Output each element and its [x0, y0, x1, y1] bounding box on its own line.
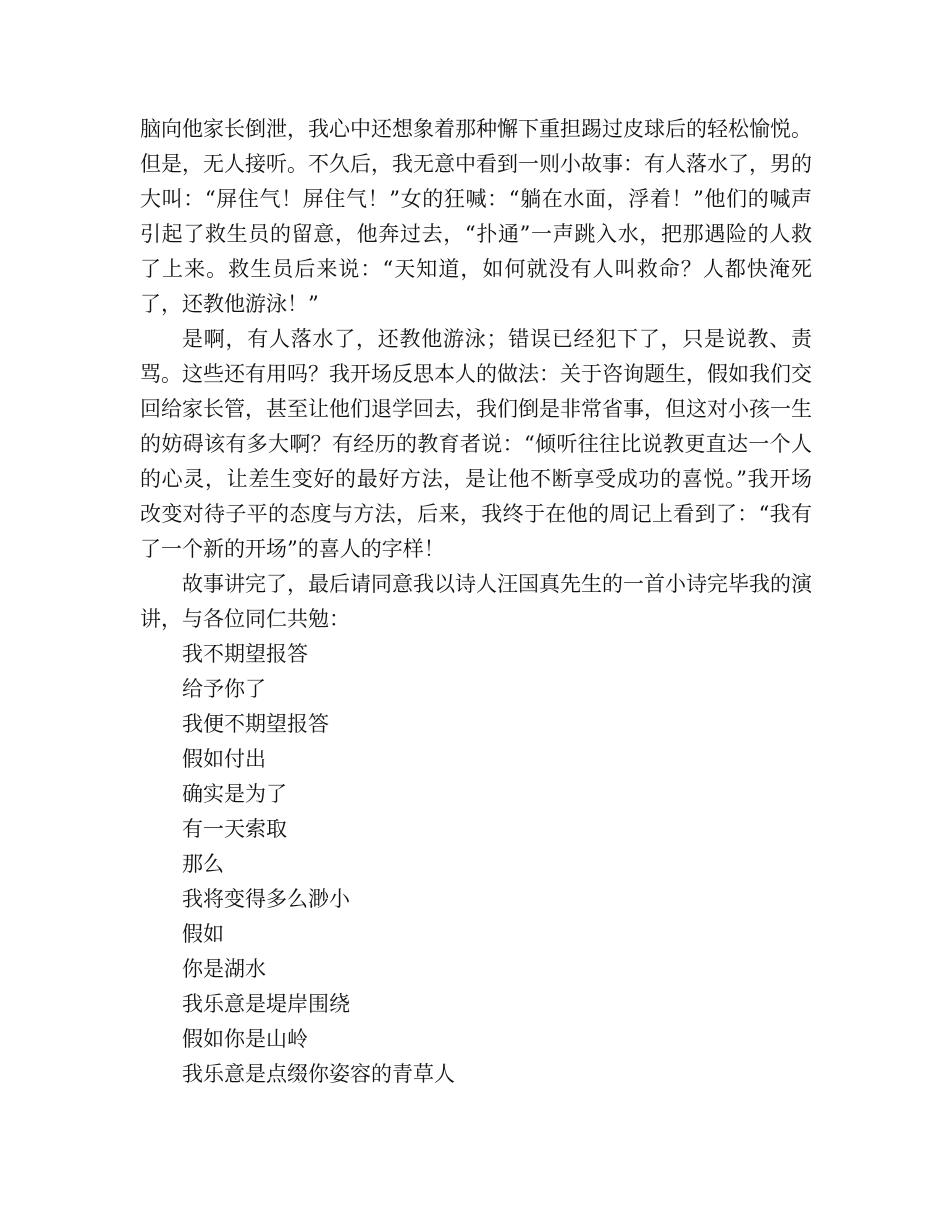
poem-line: 假如付出: [182, 747, 266, 771]
poem-line: 我不期望报答: [182, 642, 308, 666]
poem-line: 假如你是山岭: [182, 1027, 308, 1051]
paragraph-story: 脑向他家长倒泄，我心中还想象着那种懈下重担踢过皮球后的轻松愉悦。但是，无人接听。不久后，我无意中看到一则小故事：有人落水了，男的大叫：“屏住气！屏住气！”女的狂喊：“躺在水面，浮着！”他们的喊声引起了救生员的留意，他奔过去，“扑通”一声跳入水，把那遇险的人救了上来。救生员后来说：“天知道，如何就没有人叫救命？人都快淹死了，还教他游泳！”: [140, 117, 812, 316]
poem-line: 我乐意是堤岸围绕: [182, 992, 350, 1016]
poem-line: 假如: [182, 922, 224, 946]
poem-line: 你是湖水: [182, 957, 266, 981]
document-body: [140, 112, 812, 1092]
poem-line: 我将变得多么渺小: [182, 887, 350, 911]
paragraph-reflection: 是啊，有人落水了，还教他游泳；错误已经犯下了，只是说教、责骂。这些还有用吗？我开场反思本人的做法：关于咨询题生，假如我们交回给家长管，甚至让他们退学回去，我们倒是非常省事，但这对小孩一生的妨碍该有多大啊？有经历的教育者说：“倾听往往比说教更直达一个人的心灵，让差生变好的最好方法，是让他不断享受成功的喜悦。”我开场改变对待子平的态度与方法，后来，我终于在他的周记上看到了：“我有了一个新的开场”的喜人的字样！: [140, 327, 812, 561]
poem-line: 我乐意是点缀你姿容的青草人: [182, 1062, 455, 1086]
poem: [140, 637, 812, 1092]
poem-line: 给予你了: [182, 677, 266, 701]
paragraph-closing: 故事讲完了，最后请同意我以诗人汪国真先生的一首小诗完毕我的演讲，与各位同仁共勉：: [140, 572, 812, 631]
poem-line: 那么: [182, 852, 224, 876]
poem-line: 我便不期望报答: [182, 712, 329, 736]
poem-line: 确实是为了: [182, 782, 287, 806]
poem-line: 有一天索取: [182, 817, 287, 841]
